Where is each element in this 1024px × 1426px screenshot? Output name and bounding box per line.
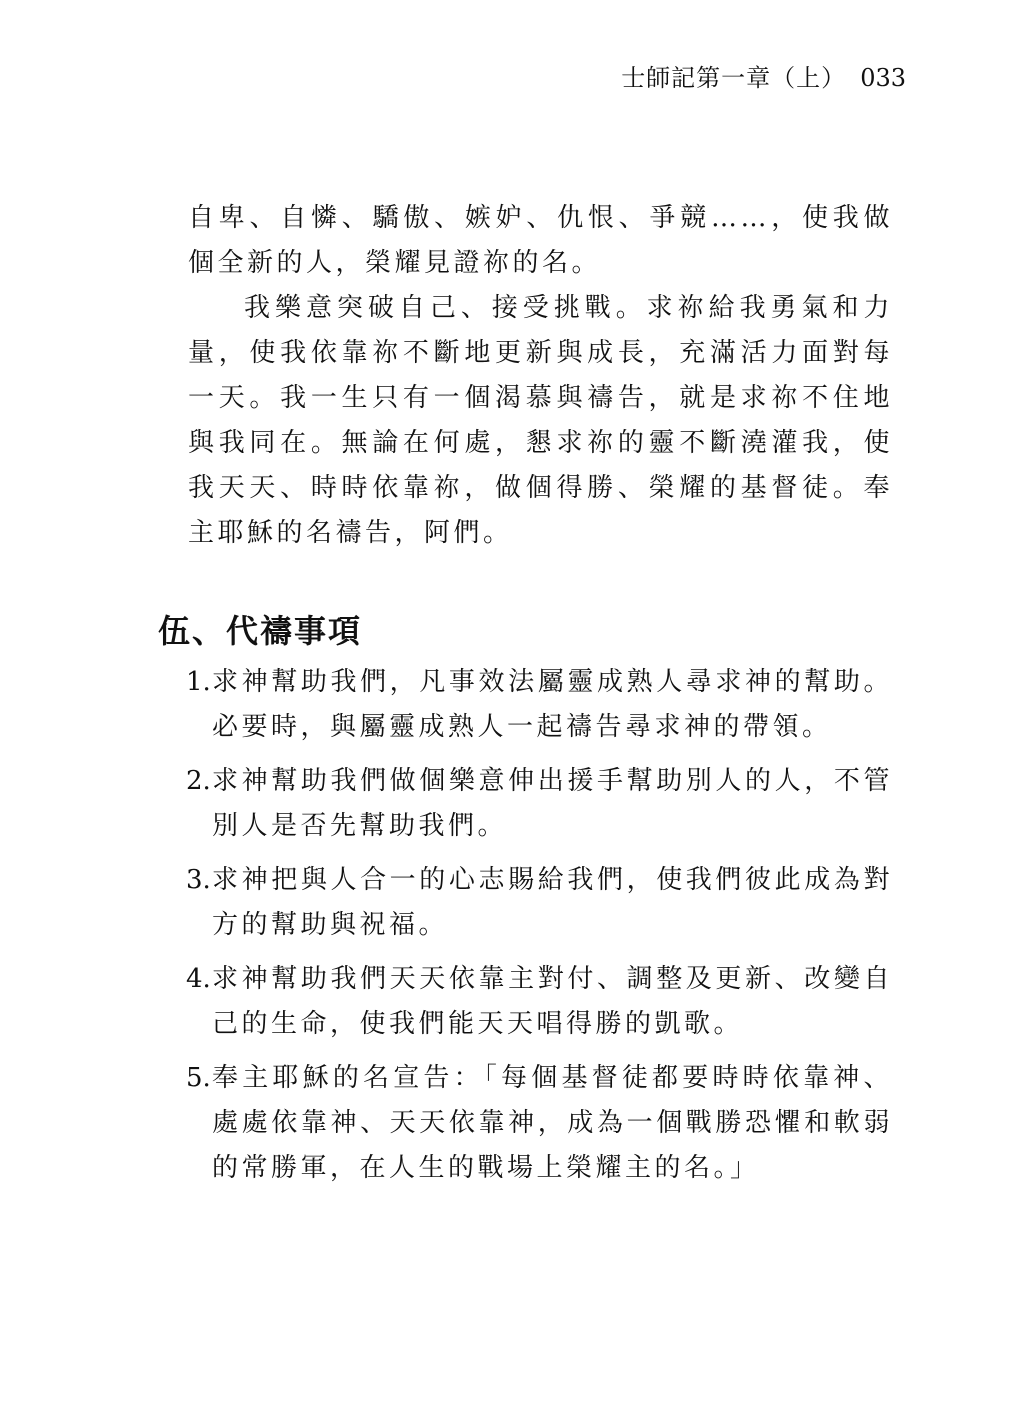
item-number: 3. — [186, 865, 211, 895]
list-item — [186, 1056, 893, 1191]
item-text: 求神把與人合一的心志賜給我們，使我們彼此成為對方的幫助與祝福。 — [212, 865, 893, 940]
item-number: 2. — [186, 766, 211, 796]
item-text: 奉主耶穌的名宣告：「每個基督徒都要時時依靠神、處處依靠神、天天依靠神，成為一個戰勝恐懼和軟弱的常勝軍，在人生的戰場上榮耀主的名。」 — [212, 1063, 893, 1183]
paragraph: 自卑、自憐、驕傲、嫉妒、仇恨、爭競……，使我做個全新的人，榮耀見證祢的名。 — [188, 203, 893, 278]
section-heading: 伍、代禱事項 — [158, 612, 363, 650]
prayer-text — [188, 196, 893, 556]
item-text: 求神幫助我們，凡事效法屬靈成熟人尋求神的幫助。必要時，與屬靈成熟人一起禱告尋求神的帶領。 — [212, 667, 893, 742]
item-text: 求神幫助我們做個樂意伸出援手幫助別人的人，不管別人是否先幫助我們。 — [212, 766, 893, 841]
item-text: 求神幫助我們天天依靠主對付、調整及更新、改變自己的生命，使我們能天天唱得勝的凱歌。 — [212, 964, 893, 1039]
intercession-list — [186, 660, 893, 1200]
running-header — [621, 58, 906, 93]
chapter-title: 士師記第一章（上） — [621, 64, 847, 92]
list-item — [186, 759, 893, 849]
item-number: 5. — [186, 1063, 211, 1093]
paragraph: 我樂意突破自己、接受挑戰。求祢給我勇氣和力量，使我依靠祢不斷地更新與成長，充滿活力面對每一天。我一生只有一個渴慕與禱告，就是求祢不住地與我同在。無論在何處，懇求祢的靈不斷澆灌我，使我天天、時時依靠祢，做個得勝、榮耀的基督徒。奉主耶穌的名禱告，阿們。 — [188, 293, 893, 548]
list-item — [186, 957, 893, 1047]
item-number: 1. — [186, 667, 211, 697]
page-number: 033 — [860, 64, 906, 92]
list-item — [186, 660, 893, 750]
list-item — [186, 858, 893, 948]
item-number: 4. — [186, 964, 211, 994]
